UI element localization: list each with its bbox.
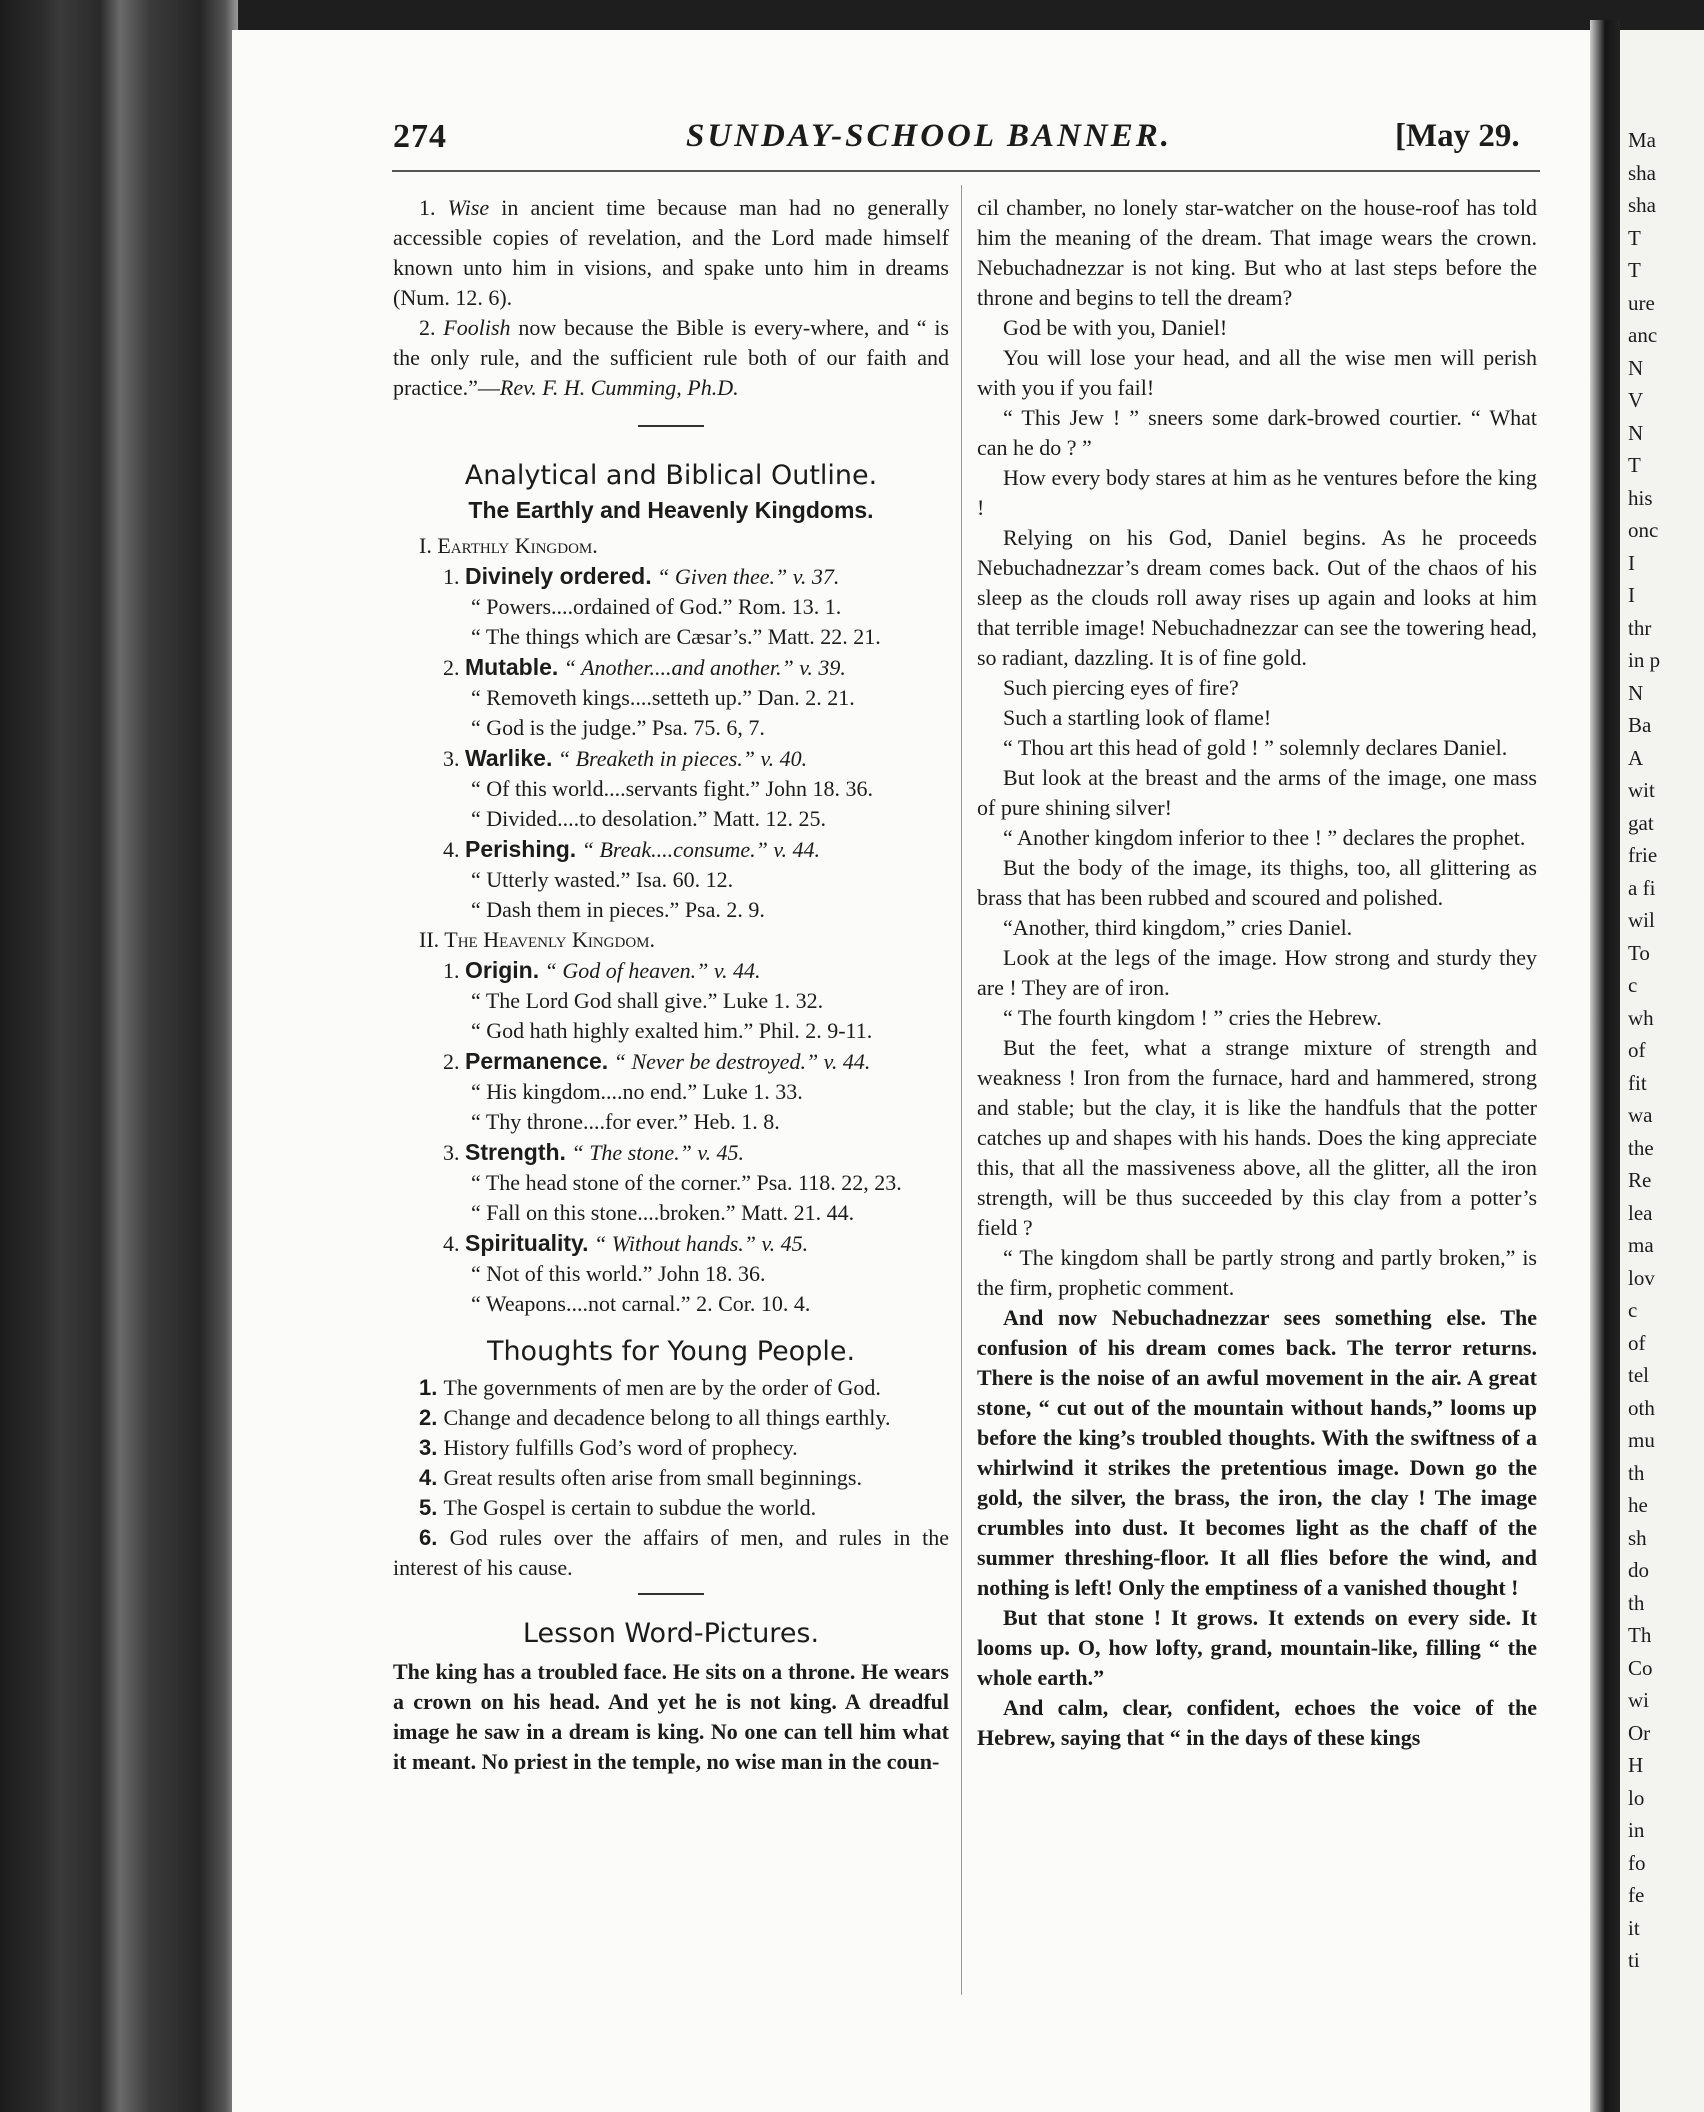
next-page-fragment: wi [1628,1688,1649,1712]
outline-item-number: 1. [443,958,465,983]
next-page-fragment: in p [1628,648,1661,672]
thought-number: 3. [419,1435,444,1460]
outline-reference: “ Powers....ordained of God.” Rom. 13. 1. [471,594,842,619]
next-page-fragment: c [1628,1298,1638,1322]
next-page-fragment: in [1628,1818,1645,1842]
body-paragraph: You will lose your head, and all the wise men will perish with you if you fail! [977,345,1537,400]
outline-quote: “ Without hands.” v. 45. [588,1231,809,1256]
next-page-fragment: H [1628,1753,1644,1777]
next-page-fragment: tel [1628,1363,1649,1387]
next-page-fragment: sha [1628,193,1656,217]
next-page-fragment: lov [1628,1265,1655,1290]
thought-text: God rules over the affairs of men, and rules in the interest of his cause. [393,1525,949,1580]
thought-text: The governments of men are by the order of God. [443,1375,881,1400]
next-page-fragment: fo [1628,1850,1646,1875]
next-page-fragment: To [1628,940,1650,965]
outline-subheading: The Earthly and Heavenly Kingdoms. [468,497,874,523]
body-paragraph: “ The kingdom shall be partly strong and partly broken,” is the firm, prophetic comment. [977,1245,1537,1300]
outline-reference: “ Weapons....not carnal.” 2. Cor. 10. 4. [471,1291,811,1316]
next-page-fragment: onc [1628,518,1659,542]
next-page-fragment: of [1628,1038,1646,1062]
thought-item [393,1493,949,1523]
outline-item [393,652,949,683]
outline-quote: “ Another....and another.” v. 39. [558,655,846,680]
outline-item [393,955,949,986]
next-page-fragment: frie [1628,843,1658,867]
running-title: SUNDAY-SCHOOL BANNER. [686,118,1172,154]
outline-quote: “ Never be destroyed.” v. 44. [608,1049,871,1074]
next-page-fragment: thr [1628,615,1652,640]
outline-item [393,1046,949,1077]
outline-reference: “ Divided....to desolation.” Matt. 12. 25. [471,806,826,831]
outline-keyword: Spirituality. [465,1230,589,1256]
next-page-fragment: wh [1628,1005,1654,1030]
outline-reference: “ The Lord God shall give.” Luke 1. 32. [471,988,824,1013]
outline-reference: “ Fall on this stone....broken.” Matt. 21. 44. [471,1200,855,1225]
outline-quote: “ God of heaven.” v. 44. [539,958,761,983]
thoughts-list [393,1373,949,1583]
outline-list [393,531,949,1319]
outline-keyword: Mutable. [465,654,559,680]
outline-reference: “ His kingdom....no end.” Luke 1. 33. [471,1079,803,1104]
issue-date: [May 29. [1395,118,1520,154]
thought-item [393,1433,949,1463]
next-page-fragment: I [1628,550,1635,575]
next-page-fragment: of [1628,1330,1646,1355]
outline-reference: “ God hath highly exalted him.” Phil. 2. 9-11. [471,1018,873,1043]
next-page-fragment: ure [1628,290,1655,315]
outline-item [393,561,949,592]
next-page-fragment: lea [1628,1200,1653,1225]
next-page-fragment: Or [1628,1720,1651,1745]
thought-number: 5. [419,1495,444,1520]
thought-text: History fulfills God’s word of prophecy. [443,1435,798,1460]
outline-heading: Analytical and Biblical Outline. [464,460,878,491]
next-page-fragment: T [1628,225,1641,250]
next-page-fragment: N [1628,680,1644,705]
outline-item [393,1228,949,1259]
outline-section-label: II. The Heavenly Kingdom. [419,927,656,952]
body-paragraph: And calm, clear, confident, echoes the voice of the Hebrew, saying that “ in the days of these kings [977,1695,1537,1750]
body-paragraph: But look at the breast and the arms of the image, one mass of pure shining silver! [977,765,1537,820]
outline-reference: “ Of this world....servants fight.” John 18. 36. [471,776,874,801]
body-paragraph: “ The fourth kingdom ! ” cries the Hebrew. [1003,1005,1382,1030]
pictures-heading: Lesson Word-Pictures. [522,1618,820,1649]
outline-reference: “ Utterly wasted.” Isa. 60. 12. [471,867,734,892]
body-paragraph: Relying on his God, Daniel begins. As he proceeds Nebuchadnezzar’s dream comes back. Out of the chaos of his sleep as the clouds roll away rises up again and looks at him that terrible image! Nebuchadnezzar can see the towering head, so radiant, dazzling. It is of fine gold. [977,525,1537,670]
next-page-fragment: fit [1628,1070,1647,1095]
left-column [393,193,949,1777]
outline-item [393,1137,949,1168]
next-page-fragment: th [1628,1590,1645,1615]
thought-item [393,1463,949,1493]
outline-item [393,834,949,865]
body-paragraph: Such a startling look of flame! [1003,705,1272,730]
next-page-fragment: sha [1628,160,1656,185]
thought-number: 1. [419,1375,444,1400]
body-paragraph: “ Another kingdom inferior to thee ! ” declares the prophet. [1003,825,1526,850]
outline-quote: “ Break....consume.” v. 44. [576,837,820,862]
next-page-fragment: it [1628,1915,1640,1940]
page-number: 274 [393,118,447,155]
outline-keyword: Perishing. [465,836,577,862]
outline-item-number: 2. [443,1049,465,1074]
next-page-fragment: gat [1628,810,1654,835]
outline-item-number: 4. [443,837,465,862]
thought-text: The Gospel is certain to subdue the world. [443,1495,817,1520]
body-paragraph: But the body of the image, its thighs, too, all glittering as brass that has been rubbed and scoured and polished. [977,855,1537,910]
body-paragraph: “ Thou art this head of gold ! ” solemnly declares Daniel. [1003,735,1508,760]
next-page-fragment: sh [1628,1525,1647,1550]
outline-section-label: I. Earthly Kingdom. [419,533,598,558]
outline-item-number: 3. [443,1140,465,1165]
thought-text: Great results often arise from small beginnings. [443,1465,862,1490]
body-paragraph: “ This Jew ! ” sneers some dark-browed courtier. “ What can he do ? ” [977,405,1537,460]
next-page-fragment: N [1628,355,1644,380]
next-page-fragment: wa [1628,1103,1653,1127]
outline-item-number: 4. [443,1231,465,1256]
header-rule [392,170,1540,172]
next-page-fragment: lo [1628,1785,1645,1810]
next-page-fragment: Co [1628,1655,1653,1680]
outline-keyword: Strength. [465,1139,566,1165]
body-paragraph: Such piercing eyes of fire? [1003,675,1239,700]
outline-keyword: Divinely ordered. [465,563,652,589]
next-page-fragment: c [1628,973,1638,997]
thoughts-heading: Thoughts for Young People. [486,1336,856,1367]
body-paragraph: “Another, third kingdom,” cries Daniel. [1003,915,1353,940]
next-page-fragment: A [1628,745,1644,770]
right-column [977,193,1537,1753]
next-page-fragment: the [1628,1135,1654,1160]
next-page-fragment: mu [1628,1428,1655,1452]
body-paragraph: cil chamber, no lonely star-watcher on the house-roof has told him the meaning of the dream. That image wears the crown. Nebuchadnezzar is not king. But who at last steps before the throne and begins to tell the dream? [977,195,1537,310]
thought-number: 2. [419,1405,444,1430]
next-page-fragment: Re [1628,1168,1652,1192]
next-page-fragment: N [1628,420,1644,445]
outline-reference: “ God is the judge.” Psa. 75. 6, 7. [471,715,765,740]
outline-item-number: 3. [443,746,465,771]
outline-reference: “ The head stone of the corner.” Psa. 118. 22, 23. [471,1170,902,1195]
outline-keyword: Warlike. [465,745,553,771]
thought-item [393,1373,949,1403]
next-page-fragment: Th [1628,1623,1652,1647]
outline-reference: “ Dash them in pieces.” Psa. 2. 9. [471,897,765,922]
column-rule [961,185,962,1995]
intro-paragraph: 1. Wise in ancient time because man had no generally accessible copies of revelation, and the Lord made himself known unto him in visions, and spake unto him in dreams (Num. 12. 6). [393,195,949,310]
book-gutter [1590,20,1620,2112]
body-paragraph: How every body stares at him as he ventures before the king ! [977,465,1537,520]
body-paragraph: Look at the legs of the image. How strong and sturdy they are ! They are of iron. [977,945,1537,1000]
next-page-fragment: do [1628,1558,1649,1582]
thought-number: 6. [419,1525,450,1550]
next-page-edge [1620,30,1704,2112]
next-page-fragment: T [1628,258,1641,282]
next-page-fragment: T [1628,453,1641,477]
next-page-fragment: wit [1628,778,1655,802]
book-binding [0,0,238,2112]
thought-number: 4. [419,1465,444,1490]
next-page-fragment: wil [1628,908,1655,932]
body-paragraph: And now Nebuchadnezzar sees something else. The confusion of his dream comes back. The terror returns. There is the noise of an awful movement in the air. A great stone, “ cut out of the mountain without hands,” looms up before the king’s troubled thoughts. With the swiftness of a whirlwind it strikes the pretentious image. Down go the gold, the silver, the brass, the iron, the clay ! The image crumbles into dust. It becomes light as the chaff of the summer threshing-floor. It all flies before the wind, and nothing is left! Only the emptiness of a vanished thought ! [977,1305,1537,1600]
next-page-fragment: he [1628,1493,1648,1517]
outline-reference: “ Thy throne....for ever.” Heb. 1. 8. [471,1109,780,1134]
next-page-fragment: V [1628,388,1644,412]
body-paragraph: But that stone ! It grows. It extends on every side. It looms up. O, how lofty, grand, mountain-like, filling “ the whole earth.” [977,1605,1537,1690]
outline-keyword: Permanence. [465,1048,609,1074]
next-page-fragment: I [1628,583,1635,607]
next-page-fragment: fe [1628,1883,1645,1907]
outline-quote: “ The stone.” v. 45. [565,1140,744,1165]
outline-item-number: 2. [443,655,465,680]
outline-quote: “ Breaketh in pieces.” v. 40. [552,746,808,771]
outline-quote: “ Given thee.” v. 37. [651,564,840,589]
next-page-fragment: anc [1628,323,1658,347]
outline-reference: “ Removeth kings....setteth up.” Dan. 2. 21. [471,685,855,710]
outline-reference: “ Not of this world.” John 18. 36. [471,1261,766,1286]
thought-item [393,1523,949,1583]
outline-keyword: Origin. [465,957,540,983]
body-paragraph: God be with you, Daniel! [1003,315,1228,340]
next-page-fragment: his [1628,485,1653,510]
outline-item-number: 1. [443,564,465,589]
next-page-fragment: ma [1628,1233,1654,1257]
next-page-fragment: Ma [1628,128,1656,152]
intro-paragraph: 2. Foolish now because the Bible is every-where, and “ is the only rule, and the sufficient rule both of our faith and practice.”—Rev. F. H. Cumming, Ph.D. [393,315,949,400]
next-page-fragment: ti [1628,1948,1640,1972]
pictures-lead: The king has a troubled face. He sits on a throne. He wears a crown on his head. And yet he is not king. A dreadful image he saw in a dream is king. No one can tell him what it meant. No priest in the temple, no wise man in the coun- [393,1659,949,1774]
thought-item [393,1403,949,1433]
thought-text: Change and decadence belong to all things earthly. [443,1405,891,1430]
next-page-fragment: a fi [1628,875,1656,900]
next-page-fragment: th [1628,1460,1645,1485]
outline-item [393,743,949,774]
next-page-fragment: Ba [1628,713,1652,737]
outline-reference: “ The things which are Cæsar’s.” Matt. 22. 21. [471,624,881,649]
body-paragraph: But the feet, what a strange mixture of strength and weakness ! Iron from the furnace, hard and hammered, strong and stable; but the clay, it is like the handfuls that the potter catches up and shapes with his hands. Does the king appreciate this, that all the massiveness above, all the glitter, all the iron strength, will be thus succeeded by this clay from a potter’s field ? [977,1035,1537,1240]
next-page-fragment: oth [1628,1395,1655,1420]
